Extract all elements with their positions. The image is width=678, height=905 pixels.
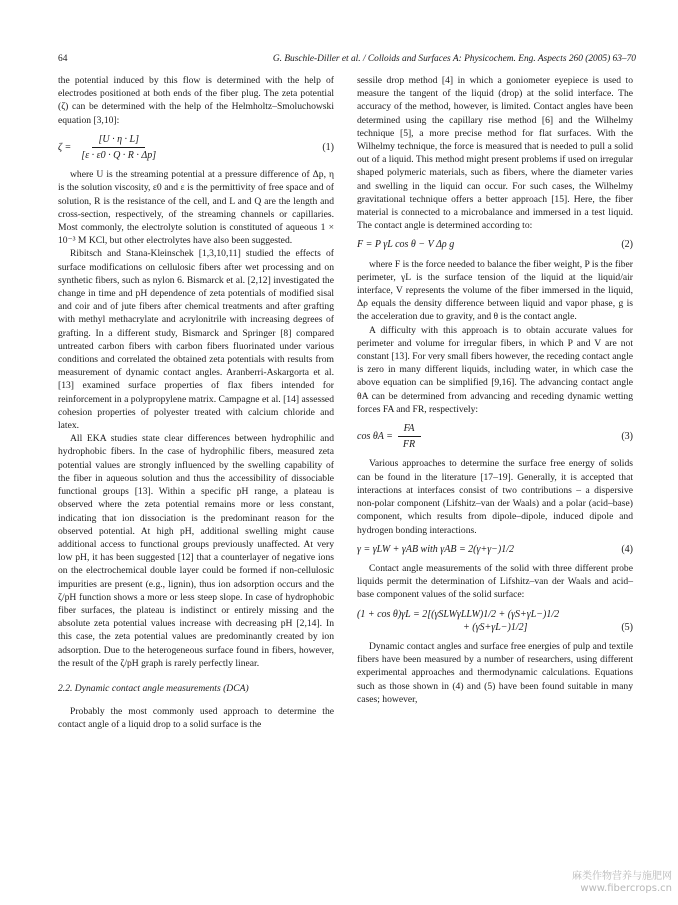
paragraph: Dynamic contact angles and surface free energies of pulp and textile fibers have been measured by a number of researchers, using different experimental approaches and thermodynamic calculations. Equations such as those shown in (4) and (5) have been found suitable in many cases; however,	[357, 640, 633, 705]
equation-fraction	[75, 133, 162, 162]
equation-text: F = P γL cos θ − V Δρ g	[357, 239, 455, 251]
equation-number: (1)	[322, 141, 334, 153]
right-column	[357, 74, 633, 706]
paragraph: sessile drop method [4] in which a goniometer eyepiece is used to measure the tangent of the liquid (drop) at the solid interface. The accuracy of the method, however, is limited. Contact angles have been determined using the capillary rise method [6] and the Wilhelmy technique [5], a more precise method for flat surfaces. With the Wilhelmy technique, the force is measured that is needed to pull a solid out of a liquid. This method might present problems if used on irregular shaped polymeric materials, such as fibers, where the diameter varies and swelling in the liquid can occur. For such cases, the Wilhelmy gravitational technique offers a better approach [15]. Here, the fiber material is connected to a microbalance and immersed in a test liquid. The contact angle is determined according to:	[357, 75, 633, 232]
equation-5	[357, 608, 633, 634]
equation-2	[357, 238, 633, 251]
equation-lhs: cos θA =	[357, 431, 393, 443]
equation-4	[357, 543, 633, 556]
equation-text: γ = γLW + γAB with γAB = 2(γ+γ−)1/2	[357, 543, 515, 555]
paragraph: Ribitsch and Stana-Kleinschek [1,3,10,11] studied the effects of surface modifications on cellulosic fibers after wet processing and on synthetic fibers, such as nylon 6. Bismarck et al. [2,12] investigated the change in time and pH dependence of zeta potentials of modified sisal and coir and of jute fibers after chemical treatments and after grafting with methyl methacrylate and acrylonitrile with increasing degrees of grafting. In a different study, Bismarck and Springer [8] compared untreated carbon fibers with carbon fibers fluorinated under various conditions and correlated the obtained zeta potentials with results from measurement of dynamic contact angles. Aranberri-Askargorta et al. [13] examined surface properties of flax fibers intended for reinforcement in a polypropylene matrix. Campagne et al. [14] assessed cohesion properties of polyester treated with calcium chloride and latex.	[58, 248, 334, 432]
paragraph: Various approaches to determine the surface free energy of solids can be found in the literature [17–19]. Generally, it is accepted that interactions at interfaces consist of two contributions – a dispersive non-polar component (Lifshitz–van der Waals) and a polar (acid–base) component, which results from dipole–dipole, induced dipole and hydrogen bonding interactions.	[357, 458, 633, 536]
fraction-numerator: [U · η · L]	[92, 133, 145, 148]
paragraph: the potential induced by this flow is determined with the help of electrodes positioned at both ends of the fiber plug. The zeta potential (ζ) can be determined with the help of the Helmholtz–Smoluchowski equation [3,10]:	[58, 75, 334, 126]
fraction-numerator: FA	[398, 422, 421, 437]
equation-line: + (γS+γL−)1/2]	[463, 621, 528, 633]
paragraph: where F is the force needed to balance the fiber weight, P is the fiber perimeter, γL is the surface tension of the liquid at the liquid/air interface, V represents the volume of the fiber immersed in the liquid, Δρ equals the density difference between liquid and vapor phase, g is the acceleration due to gravity, and θ is the contact angle.	[357, 258, 633, 323]
equation-line: (1 + cos θ)γL = 2[(γSLWγLLW)1/2 + (γS+γL−)1/2	[357, 608, 560, 620]
page-header	[58, 52, 636, 66]
equation-1	[58, 133, 334, 162]
paragraph: where U is the streaming potential at a pressure difference of Δp, η is the solution viscosity, ε0 and ε is the permittivity of free space and of solution, R is the resistance of the cell, and L and Q are the length and cross-section, respectively, of the streaming channels or capillaries. Most commonly, the electrolyte solution is constituted of aqueous 1 × 10⁻³ M KCl, but other electrolytes have also been suggested.	[58, 169, 334, 247]
fraction-denominator: [ε · ε0 · Q · R · Δp]	[81, 150, 157, 162]
running-head: G. Buschle-Diller et al. / Colloids and Surfaces A: Physicochem. Eng. Aspects 260 (2005) 63–70	[272, 54, 636, 64]
equation-number: (4)	[621, 543, 633, 555]
section-heading: 2.2. Dynamic contact angle measurements (DCA)	[58, 682, 249, 694]
watermark-line: 麻类作物营养与施肥网	[572, 871, 672, 882]
watermark	[572, 871, 672, 895]
equation-fraction	[397, 422, 421, 451]
page-number: 64	[58, 54, 68, 64]
left-column	[58, 74, 334, 732]
paragraph: All EKA studies state clear differences between hydrophilic and hydrophobic fibers. In the case of hydrophilic fibers, measured zeta potential values are strongly influenced by the swelling capability of the fiber in aqueous solution and thus the accessibility of dissociable functional groups [13]. Within a specific pH range, a plateau is observed where the zeta potential remains more or less constant, indicating that ion dissociation is the predominant reason for the observed potential. At high pH, additional swelling might cause additional access to functional groups previously unaffected. At very low pH, it has been suggested [12] that a counterlayer of negative ions on the electrochemical double layer could be formed if non-cellulosic impurities are present (e.g., lignin), thus ion adsorption occurs and the ζ/pH function shows a more or less steep slope. In case of hydrophobic fiber surfaces, the plateau is indistinct or entirely missing and the absolute zeta potential values increase with decreasing pH [2,14]. In this case, the zeta potential values are predominantly created by ion adsorption. Due to the heterogeneous surface found in fibers, however, the result of the ζ/pH graph is rarely perfectly linear.	[58, 433, 334, 669]
equation-number: (3)	[621, 431, 633, 443]
watermark-url: www.fibercrops.cn	[580, 883, 672, 894]
paragraph: Contact angle measurements of the solid with three different probe liquids permit the determination of Lifshitz–van der Waals and acid–base component values of the solid surface:	[357, 562, 633, 601]
paragraph: Probably the most commonly used approach to determine the contact angle of a liquid drop to a solid surface is the	[58, 706, 334, 731]
fraction-denominator: FR	[402, 439, 416, 451]
equation-number: (2)	[621, 239, 633, 251]
equation-lhs: ζ =	[58, 141, 72, 153]
paragraph: A difficulty with this approach is to obtain accurate values for perimeter and volume for irregular fibers, in which P and V are not constant [13]. For very small fibers however, the receding contact angle is zero in many different liquids, including water, in which case the above equation can be simplified [9,16]. The advancing contact angle θA can be determined from advancing and receding dynamic wetting forces FA and FR, respectively:	[357, 324, 633, 415]
equation-3	[357, 422, 633, 451]
equation-number: (5)	[621, 621, 633, 633]
